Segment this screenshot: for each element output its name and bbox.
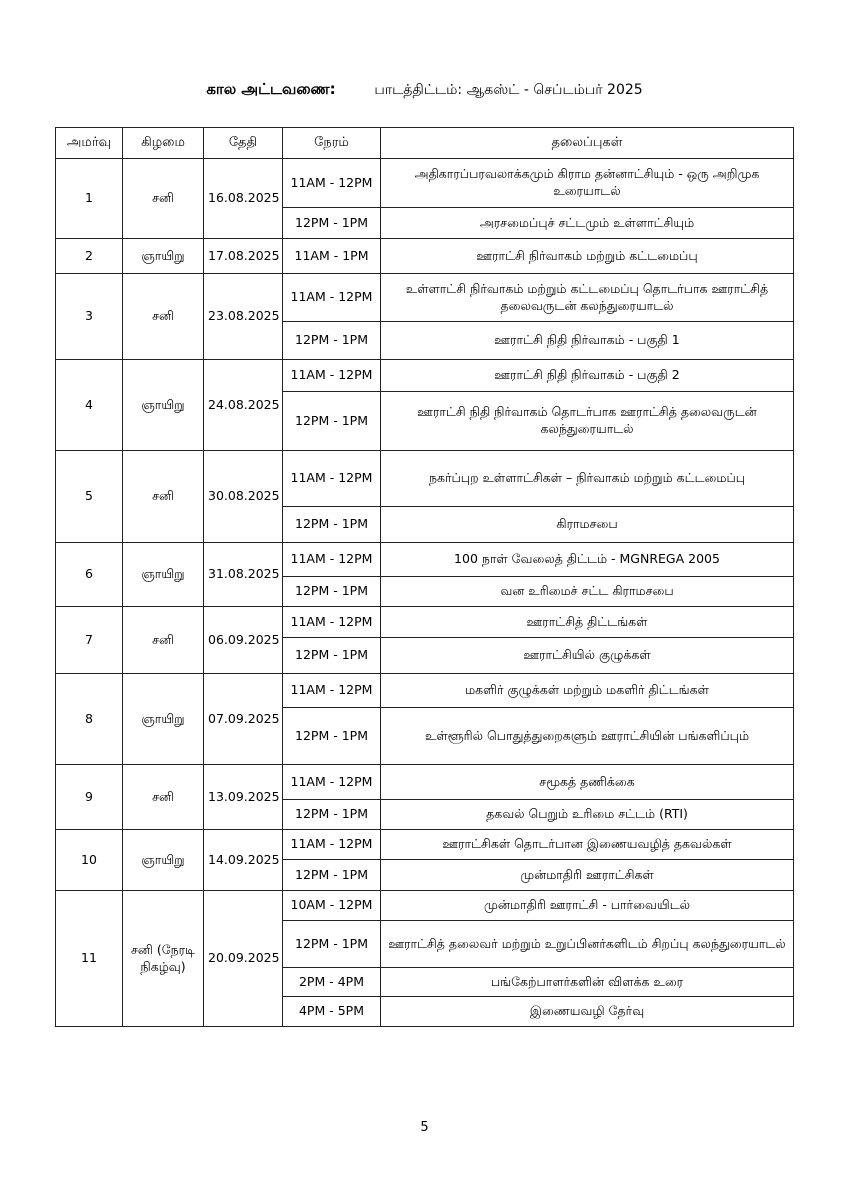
slot-topic: பங்கேற்பாளர்களின் விளக்க உரை <box>381 968 794 997</box>
session-date: 24.08.2025 <box>204 360 283 451</box>
slot-time: 11AM - 12PM <box>283 830 381 860</box>
session-date: 20.09.2025 <box>204 891 283 1027</box>
slot-time: 12PM - 1PM <box>283 392 381 451</box>
slot-topic: ஊராட்சித் திட்டங்கள் <box>381 607 794 638</box>
session-number: 9 <box>56 765 123 830</box>
slot-time: 12PM - 1PM <box>283 208 381 239</box>
slot-topic: முன்மாதிரி ஊராட்சி - பார்வையிடல் <box>381 891 794 921</box>
slot-topic: அதிகாரப்பரவலாக்கமும் கிராம தன்னாட்சியும் - ஒரு அறிமுக உரையாடல் <box>381 159 794 208</box>
slot-topic: இணையவழி தேர்வு <box>381 997 794 1027</box>
slot-time: 12PM - 1PM <box>283 708 381 765</box>
slot-time: 12PM - 1PM <box>283 800 381 830</box>
slot-topic: கிராமசபை <box>381 507 794 543</box>
slot-topic: சமூகத் தணிக்கை <box>381 765 794 800</box>
session-date: 17.08.2025 <box>204 239 283 274</box>
table-row <box>56 451 794 507</box>
slot-time: 11AM - 12PM <box>283 274 381 322</box>
session-number: 5 <box>56 451 123 543</box>
slot-time: 4PM - 5PM <box>283 997 381 1027</box>
table-row <box>56 891 794 921</box>
table-row <box>56 274 794 322</box>
session-day: சனி <box>123 451 204 543</box>
slot-time: 10AM - 12PM <box>283 891 381 921</box>
slot-topic: வன உரிமைச் சட்ட கிராமசபை <box>381 577 794 607</box>
session-date: 07.09.2025 <box>204 674 283 765</box>
slot-time: 12PM - 1PM <box>283 921 381 968</box>
session-day: சனி (நேரடி நிகழ்வு) <box>123 891 204 1027</box>
slot-time: 11AM - 12PM <box>283 674 381 708</box>
table-row <box>56 360 794 392</box>
session-date: 16.08.2025 <box>204 159 283 239</box>
table-row <box>56 239 794 274</box>
session-number: 7 <box>56 607 123 674</box>
table-row <box>56 765 794 800</box>
session-day: ஞாயிறு <box>123 360 204 451</box>
slot-topic: உள்ளூரில் பொதுத்துறைகளும் ஊராட்சியின் பங்களிப்பும் <box>381 708 794 765</box>
slot-time: 2PM - 4PM <box>283 968 381 997</box>
slot-topic: ஊராட்சி நிதி நிர்வாகம் - பகுதி 2 <box>381 360 794 392</box>
schedule-title: கால அட்டவணை: <box>206 80 336 98</box>
session-day: சனி <box>123 274 204 360</box>
column-header-topics: தலைப்புகள் <box>381 128 794 159</box>
session-number: 2 <box>56 239 123 274</box>
slot-time: 11AM - 12PM <box>283 765 381 800</box>
session-date: 13.09.2025 <box>204 765 283 830</box>
session-date: 06.09.2025 <box>204 607 283 674</box>
slot-time: 11AM - 12PM <box>283 607 381 638</box>
slot-time: 12PM - 1PM <box>283 507 381 543</box>
session-date: 23.08.2025 <box>204 274 283 360</box>
schedule-table <box>55 127 794 1027</box>
table-header-row <box>56 128 794 159</box>
session-number: 3 <box>56 274 123 360</box>
schedule-subtitle: பாடத்திட்டம்: ஆகஸ்ட் - செப்டம்பர் 2025 <box>374 82 643 98</box>
session-day: சனி <box>123 607 204 674</box>
session-day: ஞாயிறு <box>123 239 204 274</box>
slot-time: 11AM - 1PM <box>283 239 381 274</box>
session-day: சனி <box>123 159 204 239</box>
slot-topic: ஊராட்சியில் குழுக்கள் <box>381 638 794 674</box>
table-row <box>56 830 794 860</box>
session-day: ஞாயிறு <box>123 543 204 607</box>
session-number: 1 <box>56 159 123 239</box>
session-number: 6 <box>56 543 123 607</box>
session-number: 11 <box>56 891 123 1027</box>
page-number: 5 <box>420 1120 429 1135</box>
slot-time: 11AM - 12PM <box>283 543 381 577</box>
session-number: 4 <box>56 360 123 451</box>
slot-topic: நகர்ப்புற உள்ளாட்சிகள் – நிர்வாகம் மற்றும் கட்டமைப்பு <box>381 451 794 507</box>
session-number: 10 <box>56 830 123 891</box>
slot-time: 12PM - 1PM <box>283 860 381 891</box>
table-row <box>56 159 794 208</box>
session-date: 31.08.2025 <box>204 543 283 607</box>
table-row <box>56 607 794 638</box>
slot-topic: ஊராட்சித் தலைவர் மற்றும் உறுப்பினர்களிடம் சிறப்பு கலந்துரையாடல் <box>381 921 794 968</box>
session-day: ஞாயிறு <box>123 674 204 765</box>
column-header-time: நேரம் <box>283 128 381 159</box>
slot-topic: ஊராட்சி நிதி நிர்வாகம் தொடர்பாக ஊராட்சித் தலைவருடன் கலந்துரையாடல் <box>381 392 794 451</box>
session-date: 14.09.2025 <box>204 830 283 891</box>
slot-topic: உள்ளாட்சி நிர்வாகம் மற்றும் கட்டமைப்பு தொடர்பாக ஊராட்சித் தலைவருடன் கலந்துரையாடல் <box>381 274 794 322</box>
table-row <box>56 543 794 577</box>
slot-topic: முன்மாதிரி ஊராட்சிகள் <box>381 860 794 891</box>
slot-topic: தகவல் பெறும் உரிமை சட்டம் (RTI) <box>381 800 794 830</box>
session-day: சனி <box>123 765 204 830</box>
slot-time: 11AM - 12PM <box>283 360 381 392</box>
slot-topic: ஊராட்சி நிதி நிர்வாகம் - பகுதி 1 <box>381 322 794 360</box>
slot-topic: அரசமைப்புச் சட்டமும் உள்ளாட்சியும் <box>381 208 794 239</box>
slot-time: 11AM - 12PM <box>283 159 381 208</box>
session-day: ஞாயிறு <box>123 830 204 891</box>
column-header-day: கிழமை <box>123 128 204 159</box>
slot-time: 11AM - 12PM <box>283 451 381 507</box>
column-header-date: தேதி <box>204 128 283 159</box>
session-number: 8 <box>56 674 123 765</box>
page-heading <box>0 80 849 100</box>
slot-time: 12PM - 1PM <box>283 577 381 607</box>
table-row <box>56 674 794 708</box>
slot-topic: 100 நாள் வேலைத் திட்டம் - MGNREGA 2005 <box>381 543 794 577</box>
slot-time: 12PM - 1PM <box>283 322 381 360</box>
schedule-body <box>56 159 794 1027</box>
slot-topic: மகளிர் குழுக்கள் மற்றும் மகளிர் திட்டங்கள் <box>381 674 794 708</box>
column-header-session: அமர்வு <box>56 128 123 159</box>
slot-topic: ஊராட்சி நிர்வாகம் மற்றும் கட்டமைப்பு <box>381 239 794 274</box>
session-date: 30.08.2025 <box>204 451 283 543</box>
slot-time: 12PM - 1PM <box>283 638 381 674</box>
slot-topic: ஊராட்சிகள் தொடர்பான இணையவழித் தகவல்கள் <box>381 830 794 860</box>
